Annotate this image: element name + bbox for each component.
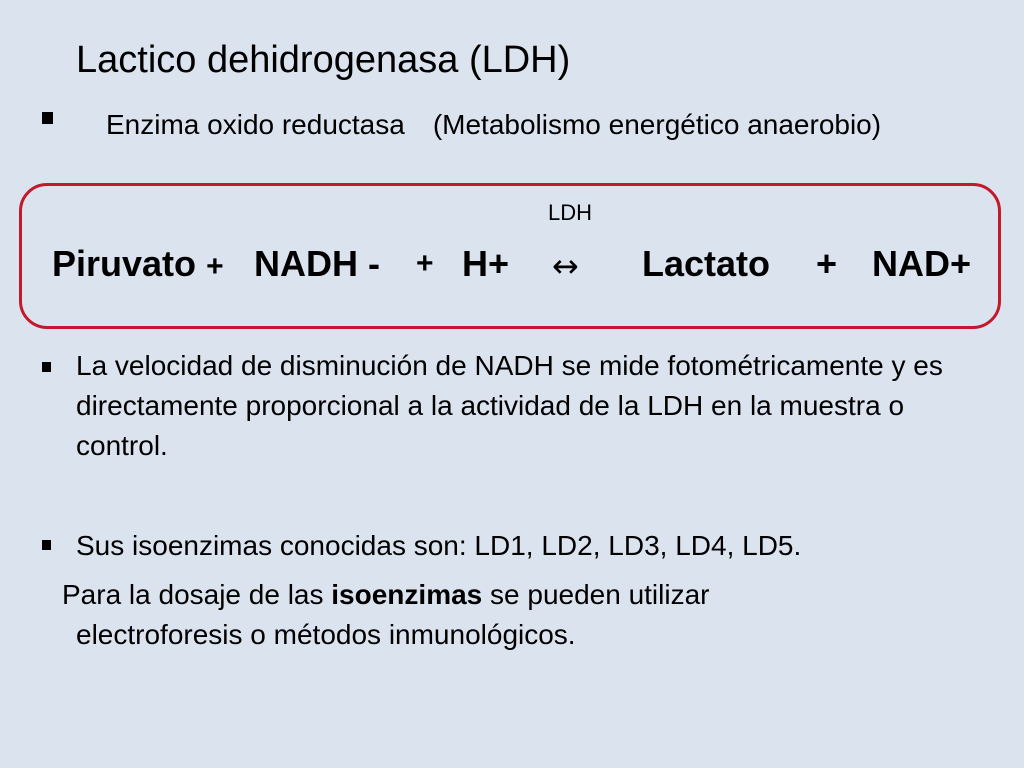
plus-sign: + [416,247,434,280]
paragraph-bold-term: isoenzimas [331,579,483,610]
product-nad: NAD+ [872,243,972,284]
paragraph-text-line2: electroforesis o métodos inmunológicos. [76,619,576,650]
reactant-nadh: NADH - [254,243,380,284]
bullet-measurement: La velocidad de disminución de NADH se mide fotométricamente y es directamente proporcional a la actividad de la LDH en la muestra o control. [76,350,943,461]
bullet-square-icon [42,112,53,124]
bullet-enzyme-description [76,103,936,147]
slide-title: Lactico dehidrogenasa (LDH) [76,39,571,81]
isoenzyme-methods-paragraph [62,575,922,655]
enzyme-type-text: Enzima oxido reductasa [106,109,405,140]
reactant-piruvato: Piruvato + [52,243,224,284]
product-lactato: Lactato [642,243,771,284]
paragraph-text: se pueden utilizar [482,579,710,610]
paragraph-text: Para la dosaje de las [62,579,332,610]
bullet-isoenzymes: Sus isoenzimas conocidas son: LD1, LD2, LD3, LD4, LD5. [76,530,802,561]
reactant-h: H+ [462,243,510,284]
reversible-arrow-icon: ↔ [552,247,579,285]
enzyme-label: LDH [548,200,593,225]
plus-sign: + [816,243,838,284]
bullet-square-icon [42,362,51,372]
bullet-square-icon [42,540,51,550]
metabolism-note: (Metabolismo energético anaerobio) [432,109,882,140]
